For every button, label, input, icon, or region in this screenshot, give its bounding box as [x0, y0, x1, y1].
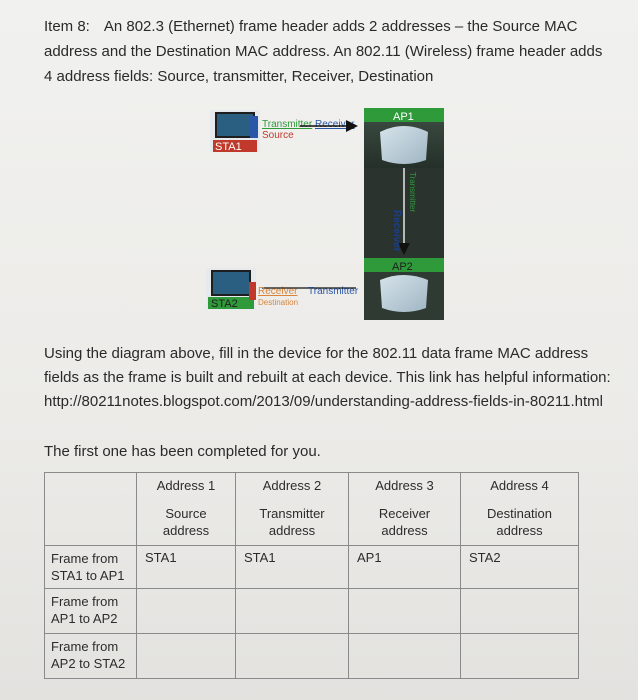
- table-row: [45, 634, 579, 679]
- vertical-receiver-label: Receiver: [391, 210, 402, 252]
- bottom-destination-label: Destination: [258, 298, 299, 307]
- row-label: [45, 546, 137, 589]
- table-header-row: [45, 473, 579, 546]
- sta2-laptop: [206, 268, 256, 310]
- ap2-label: AP2: [392, 261, 413, 273]
- network-diagram: [0, 0, 638, 330]
- header-sub-line1: Destination: [486, 506, 553, 521]
- top-source-label: Source: [262, 130, 294, 141]
- address-cell[interactable]: [236, 634, 349, 679]
- address-cell[interactable]: [461, 634, 579, 679]
- table-corner-cell: [45, 473, 137, 546]
- bottom-receiver-label: Receiver: [258, 286, 298, 297]
- row-label-line1: Frame from: [51, 639, 119, 654]
- top-transmitter-label: Transmitter: [262, 119, 313, 130]
- row-label: [45, 589, 137, 634]
- address-cell[interactable]: [137, 634, 236, 679]
- address-cell[interactable]: STA1: [137, 546, 236, 589]
- intro-text: An 802.3 (Ethernet) frame header adds 2 addresses – the Source MAC address and the Destination MAC address. An 802.11 (Wireless) frame header adds 4 address fields: Source, transmitter, Receiver, Destination: [44, 18, 603, 85]
- header-sub-line2: address: [268, 523, 316, 538]
- row-label-line1: Frame from: [51, 594, 119, 609]
- header-title: Address 1: [156, 478, 216, 493]
- header-address-4: [461, 473, 579, 546]
- address-cell[interactable]: STA1: [236, 546, 349, 589]
- header-title: Address 3: [375, 478, 434, 493]
- header-sub-line2: address: [496, 523, 543, 538]
- row-label-line1: Frame from: [51, 551, 119, 566]
- vertical-link: [364, 168, 444, 260]
- ap2-device: [364, 258, 444, 320]
- bottom-header-strip: [249, 282, 359, 307]
- row-label-line2: AP2 to STA2: [51, 656, 126, 671]
- address-cell[interactable]: [349, 589, 461, 634]
- header-title: Address 4: [490, 478, 549, 493]
- header-title: Address 2: [262, 478, 322, 493]
- table-row: [45, 546, 579, 589]
- bottom-transmitter-label: Transmitter: [308, 286, 359, 297]
- address-cell[interactable]: STA2: [461, 546, 579, 589]
- address-cell[interactable]: [349, 634, 461, 679]
- header-sub-line1: Transmitter: [259, 506, 325, 521]
- first-done-note: The first one has been completed for you.: [44, 443, 321, 460]
- row-label: [45, 634, 137, 679]
- address-table: [44, 472, 579, 679]
- header-address-1: [137, 473, 236, 546]
- address-cell[interactable]: [137, 589, 236, 634]
- top-receiver-label: Receiver: [315, 119, 355, 130]
- header-address-3: [349, 473, 461, 546]
- address-cell[interactable]: [461, 589, 579, 634]
- instructions-paragraph: Using the diagram above, fill in the device for the 802.11 data frame MAC address fields as the frame is built and rebuilt at each device. This link has helpful information: http://80211notes.blogspot.com/2013/09/understanding-address-fields-in-80211.html: [44, 345, 611, 410]
- row-label-line2: AP1 to AP2: [51, 611, 118, 626]
- ap1-device: [364, 108, 444, 168]
- ap1-label: AP1: [393, 111, 414, 123]
- top-header-strip: [250, 116, 355, 141]
- table-row: [45, 589, 579, 634]
- row-label-line2: STA1 to AP1: [51, 568, 125, 583]
- address-cell[interactable]: [236, 589, 349, 634]
- header-sub-line1: Source: [165, 506, 207, 521]
- header-sub-line1: Receiver: [378, 506, 431, 521]
- sta2-label: STA2: [211, 298, 238, 310]
- header-sub-line2: address: [381, 523, 428, 538]
- header-address-2: [236, 473, 349, 546]
- address-cell[interactable]: AP1: [349, 546, 461, 589]
- vertical-transmitter-label: Transmitter: [408, 172, 417, 213]
- item-label: Item 8:: [44, 18, 90, 35]
- sta1-label: STA1: [215, 141, 242, 153]
- header-sub-line2: address: [162, 523, 210, 538]
